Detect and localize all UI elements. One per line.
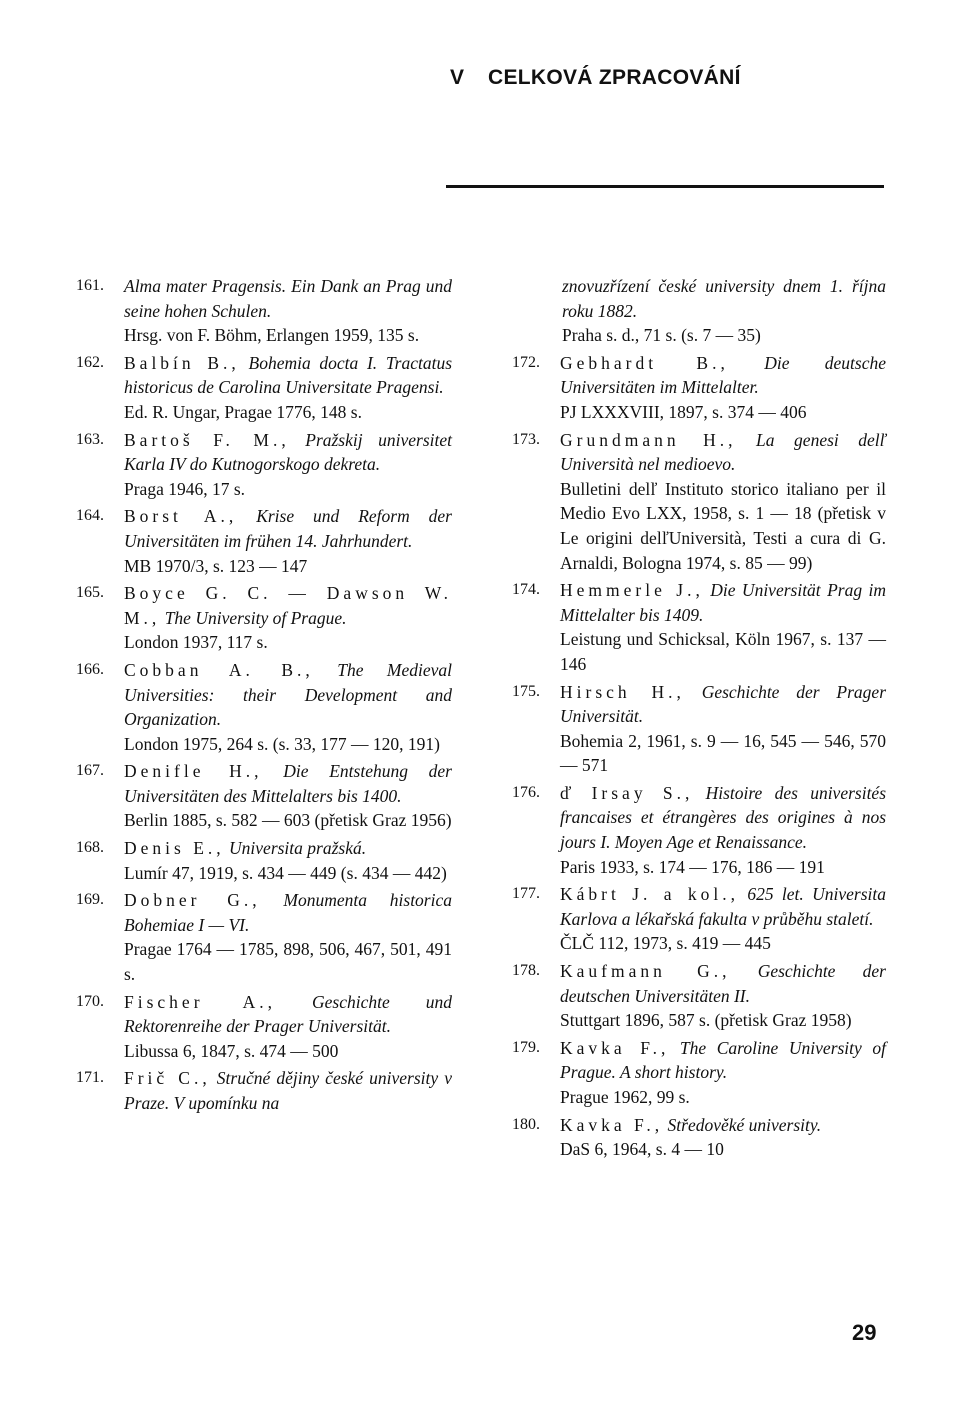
bibliography-entry <box>76 504 452 578</box>
entry-title: Die deutsche Universitäten im Mittelalter. <box>560 352 886 398</box>
entry-number: 174. <box>512 581 540 599</box>
heading-rule <box>446 185 884 188</box>
entry-author: Hirsch H., <box>560 681 685 702</box>
entry-body <box>560 351 886 425</box>
entry-number: 168. <box>76 839 104 857</box>
entry-number: 165. <box>76 584 104 602</box>
entry-body <box>560 578 886 676</box>
entry-publication: Bohemia 2, 1961, s. 9 — 16, 545 — 546, 570 — 571 <box>560 730 886 776</box>
entry-number: 169. <box>76 891 104 909</box>
entry-author: Borst A., <box>124 506 238 527</box>
entry-body <box>560 781 886 879</box>
entry-title: 625 let. Universita Karlova a lékařská fakulta v průběhu staletí. <box>560 884 887 929</box>
entry-author: Kábrt J. a kol., <box>560 884 739 905</box>
entry-body <box>124 990 452 1064</box>
entry-publication: London 1975, 264 s. (s. 33, 177 — 120, 191) <box>124 733 440 754</box>
bibliography-entry <box>76 658 452 756</box>
entry-body <box>124 888 452 986</box>
bibliography-entry <box>76 351 452 425</box>
entry-author: Frič C., <box>124 1068 211 1089</box>
entry-body <box>124 504 452 578</box>
bibliography-right-column <box>512 274 886 1165</box>
entry-title: Histoire des universités francaises et étrangères des origines à nos jours I. Moyen Age et Renaissance. <box>560 782 887 853</box>
entry-title: Pražskij universitet Karla IV do Kutnogorskogo dekreta. <box>124 429 452 475</box>
entry-number: 177. <box>512 885 540 903</box>
bibliography-entry <box>76 759 452 833</box>
bibliography-entry <box>512 1036 886 1110</box>
bibliography-entry <box>512 578 886 676</box>
bibliography-entry <box>512 959 886 1033</box>
entry-body <box>124 759 452 833</box>
entry-publication: Libussa 6, 1847, s. 474 — 500 <box>124 1040 339 1061</box>
entry-title: Alma mater Pragensis. Ein Dank an Prag und seine hohen Schulen. <box>124 276 452 321</box>
entry-publication: Stuttgart 1896, 587 s. (přetisk Graz 1958) <box>560 1010 852 1031</box>
entry-title: Die Universität Prag im Mittelalter bis 1409. <box>560 580 886 625</box>
entry-number: 163. <box>76 430 104 448</box>
entry-author: Dobner G., <box>124 890 261 911</box>
entry-publication: Pragae 1764 — 1785, 898, 506, 467, 501, 491 s. <box>124 939 452 985</box>
entry-publication: Ed. R. Ungar, Pragae 1776, 148 s. <box>124 401 362 422</box>
entry-body <box>124 581 452 655</box>
entry-title: Středověké university. <box>667 1114 822 1135</box>
entry-number: 175. <box>512 682 540 700</box>
entry-author: Kaufmann G., <box>560 961 731 982</box>
bibliography-entry <box>512 274 886 348</box>
entry-author: Denis E., <box>124 838 225 859</box>
entry-title: znovuzřízení české university dnem 1. října roku 1882. <box>562 276 886 321</box>
page-number: 29 <box>852 1320 877 1345</box>
entry-publication: PJ LXXXVIII, 1897, s. 374 — 406 <box>560 401 807 422</box>
chapter-heading <box>450 66 741 90</box>
bibliography-entry <box>76 990 452 1064</box>
entry-body <box>560 1113 886 1162</box>
entry-number: 161. <box>76 277 104 294</box>
entry-number: 172. <box>512 353 540 371</box>
entry-title: The Caroline University of Prague. A short history. <box>560 1037 886 1083</box>
entry-publication: Praga 1946, 17 s. <box>124 478 246 499</box>
bibliography-entry <box>512 428 886 576</box>
entry-number: 179. <box>512 1038 540 1056</box>
entry-number: 162. <box>76 353 104 371</box>
entry-author: Denifle H., <box>124 761 263 782</box>
entry-title: La genesi delľ Università nel medioevo. <box>560 429 887 475</box>
entry-publication: Bulletini delľ Instituto storico italiano per il Medio Evo LXX, 1958, s. 1 — 18 (přetisk v Le origini delľUniversità, Testi a cura di G. Arnaldi, Bologna 1974, s. 85 — 99) <box>560 478 886 573</box>
entry-author: Boyce G. C. — Dawson W. M., <box>124 583 452 628</box>
entry-body <box>124 351 452 425</box>
entry-title: The University of Prague. <box>164 607 347 628</box>
entry-body <box>124 1066 452 1115</box>
bibliography-entry <box>512 1113 886 1162</box>
entry-title: Stručné dějiny české university v Praze. V upomínku na <box>124 1068 453 1113</box>
bibliography-entry <box>512 680 886 778</box>
entry-author: Cobban A. B., <box>124 659 314 680</box>
entry-publication: Hrsg. von F. Böhm, Erlangen 1959, 135 s. <box>124 325 420 346</box>
entry-publication: Praha s. d., 71 s. (s. 7 — 35) <box>562 325 761 346</box>
bibliography-entry <box>76 1066 452 1115</box>
entry-body <box>560 882 886 956</box>
bibliography-entry <box>76 888 452 986</box>
entry-author: ď Irsay S., <box>560 782 694 803</box>
entry-body <box>124 428 452 502</box>
entry-publication: ČLČ 112, 1973, s. 419 — 445 <box>560 933 771 954</box>
entry-publication: London 1937, 117 s. <box>124 632 268 653</box>
chapter-number: V <box>450 66 465 89</box>
entry-number: 178. <box>512 962 540 980</box>
entry-author: Kavka F., <box>560 1114 664 1135</box>
entry-body <box>124 274 452 348</box>
entry-author: Grundmann H., <box>560 429 737 450</box>
bibliography-entry <box>512 351 886 425</box>
entry-title: The Medieval Universities: their Development and Organization. <box>124 659 453 730</box>
entry-publication: DaS 6, 1964, s. 4 — 10 <box>560 1139 724 1160</box>
entry-body <box>560 959 886 1033</box>
entry-body <box>560 428 886 576</box>
entry-publication: MB 1970/3, s. 123 — 147 <box>124 555 308 576</box>
entry-title: Bohemia docta I. Tractatus historicus de Carolina Universitate Pragensi. <box>124 352 453 398</box>
entry-body <box>560 680 886 778</box>
entry-body <box>560 1036 886 1110</box>
entry-publication: Lumír 47, 1919, s. 434 — 449 (s. 434 — 442) <box>124 862 447 883</box>
bibliography-entry <box>76 428 452 502</box>
entry-title: Die Entstehung der Universitäten des Mittelalters bis 1400. <box>124 761 452 806</box>
bibliography-entry <box>512 781 886 879</box>
entry-body <box>124 658 452 756</box>
chapter-title: CELKOVÁ ZPRACOVÁNÍ <box>488 66 741 89</box>
bibliography-left-column <box>76 274 452 1119</box>
entry-author: Kavka F., <box>560 1037 670 1058</box>
bibliography-entry <box>76 581 452 655</box>
entry-publication: Leistung und Schicksal, Köln 1967, s. 137 — 146 <box>560 629 886 674</box>
bibliography-entry <box>76 274 452 348</box>
entry-title: Geschichte der deutschen Universitäten II. <box>560 961 886 1006</box>
entry-body <box>562 274 886 348</box>
entry-title: Geschichte der Prager Universität. <box>560 681 886 727</box>
entry-number: 170. <box>76 992 104 1010</box>
entry-number: 171. <box>76 1069 104 1087</box>
entry-author: Gebhardt B., <box>560 352 729 373</box>
entry-title: Monumenta historica Bohemiae I — VI. <box>124 890 452 935</box>
entry-author: Hemmerle J., <box>560 580 704 601</box>
entry-author: Fischer A., <box>124 991 276 1012</box>
entry-publication: Paris 1933, s. 174 — 176, 186 — 191 <box>560 856 825 877</box>
entry-body <box>124 836 452 885</box>
entry-number: 176. <box>512 783 540 801</box>
entry-number: 167. <box>76 762 104 780</box>
bibliography-entry <box>512 882 886 956</box>
entry-title: Krise und Reform der Universitäten im frühen 14. Jahrhundert. <box>124 506 452 551</box>
bibliography-entry <box>76 836 452 885</box>
entry-title: Universita pražská. <box>229 838 367 859</box>
entry-author: Bartoš F. M., <box>124 429 290 450</box>
entry-number: 166. <box>76 660 104 678</box>
entry-publication: Prague 1962, 99 s. <box>560 1087 690 1107</box>
entry-number: 173. <box>512 430 540 448</box>
entry-title: Geschichte und Rektorenreihe der Prager Universität. <box>124 991 452 1037</box>
entry-number: 164. <box>76 507 104 525</box>
entry-number: 180. <box>512 1115 540 1133</box>
entry-author: Balbín B., <box>124 352 240 373</box>
entry-publication: Berlin 1885, s. 582 — 603 (přetisk Graz 1956) <box>124 810 452 831</box>
